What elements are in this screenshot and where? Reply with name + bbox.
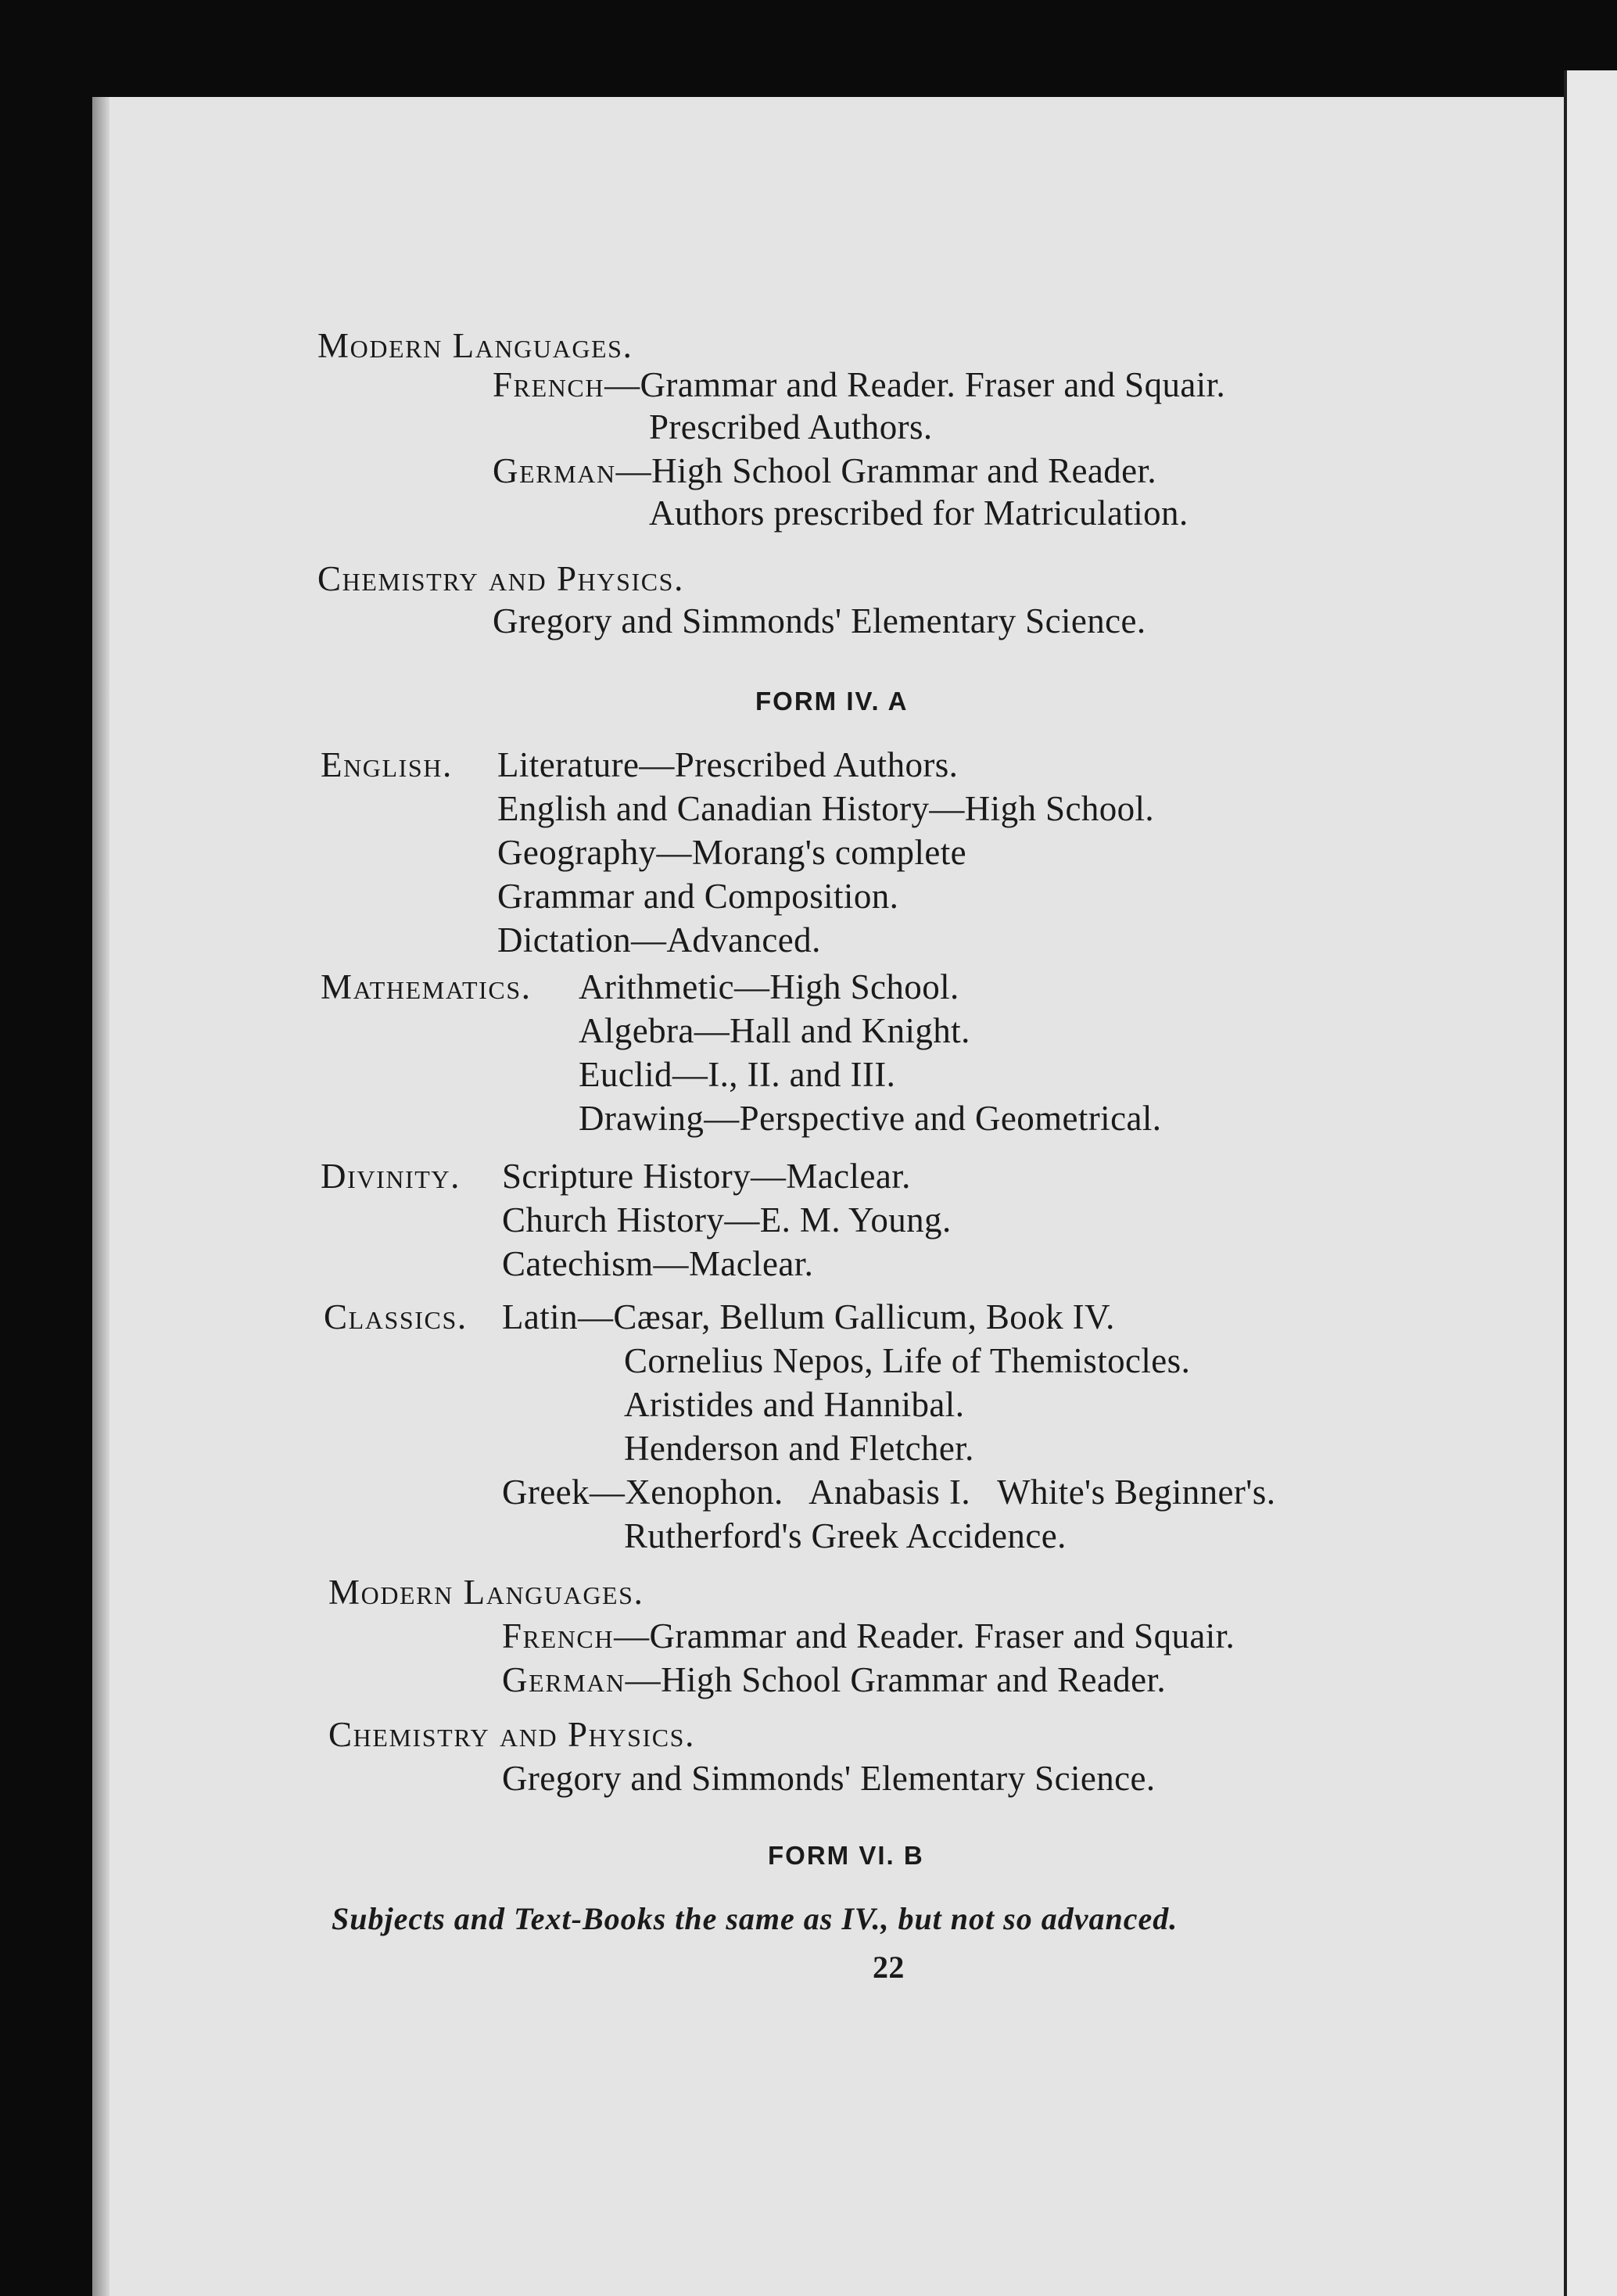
mathematics-line: Algebra—Hall and Knight. — [579, 1011, 970, 1050]
heading-chemistry-physics: Chemistry and Physics. — [328, 1715, 695, 1754]
english-line: English and Canadian History—High School. — [497, 789, 1155, 828]
divinity-line: Church History—E. M. Young. — [502, 1200, 952, 1239]
french-label: French — [493, 365, 605, 404]
heading-classics: Classics. — [324, 1297, 468, 1336]
heading-english: English. — [321, 745, 453, 784]
heading-mathematics: Mathematics. — [321, 967, 532, 1006]
chemistry-text: Gregory and Simmonds' Elementary Science. — [502, 1759, 1156, 1798]
classics-latin-line: Cornelius Nepos, Life of Themistocles. — [624, 1341, 1191, 1380]
german-continuation: Authors prescribed for Matriculation. — [649, 493, 1189, 533]
heading-modern-languages: Modern Languages. — [328, 1573, 644, 1612]
french-line — [502, 1616, 1235, 1656]
form-vi-b-note: Subjects and Text-Books the same as IV., but not so advanced. — [332, 1901, 1178, 1936]
mathematics-line: Drawing—Perspective and Geometrical. — [579, 1099, 1162, 1138]
classics-latin-line: Henderson and Fletcher. — [624, 1429, 974, 1468]
english-line: Literature—Prescribed Authors. — [497, 745, 959, 784]
german-label: German — [502, 1660, 626, 1699]
heading-divinity: Divinity. — [321, 1157, 461, 1196]
german-line — [493, 451, 1157, 490]
divinity-line: Scripture History—Maclear. — [502, 1157, 911, 1196]
heading-form-iv-a: FORM IV. A — [755, 687, 909, 716]
heading-modern-languages: Modern Languages. — [317, 326, 633, 365]
heading-chemistry-physics: Chemistry and Physics. — [317, 559, 684, 598]
english-line: Grammar and Composition. — [497, 877, 899, 916]
chemistry-text: Gregory and Simmonds' Elementary Science. — [493, 601, 1146, 640]
mathematics-line: Arithmetic—High School. — [579, 967, 959, 1006]
german-text: —High School Grammar and Reader. — [615, 451, 1157, 490]
french-text: —Grammar and Reader. Fraser and Squair. — [614, 1616, 1235, 1656]
classics-latin: Latin—Cæsar, Bellum Gallicum, Book IV. — [502, 1297, 1115, 1336]
divinity-line: Catechism—Maclear. — [502, 1244, 814, 1283]
book-page — [92, 97, 1564, 2296]
mathematics-line: Euclid—I., II. and III. — [579, 1055, 896, 1094]
german-text: —High School Grammar and Reader. — [625, 1660, 1167, 1699]
classics-latin-line: Aristides and Hannibal. — [624, 1385, 965, 1424]
french-line — [493, 365, 1226, 404]
adjacent-page-edge — [1564, 70, 1617, 2296]
french-label: French — [502, 1616, 615, 1656]
german-line — [502, 1660, 1167, 1699]
classics-greek-line: Rutherford's Greek Accidence. — [624, 1516, 1067, 1555]
german-label: German — [493, 451, 616, 490]
classics-greek: Greek—Xenophon. Anabasis I. White's Beginner's. — [502, 1473, 1276, 1512]
heading-form-vi-b: FORM VI. B — [768, 1841, 924, 1870]
french-continuation: Prescribed Authors. — [649, 407, 933, 447]
page-number: 22 — [873, 1950, 905, 1985]
english-line: Dictation—Advanced. — [497, 920, 821, 960]
english-line: Geography—Morang's complete — [497, 833, 966, 872]
french-text: —Grammar and Reader. Fraser and Squair. — [604, 365, 1226, 404]
